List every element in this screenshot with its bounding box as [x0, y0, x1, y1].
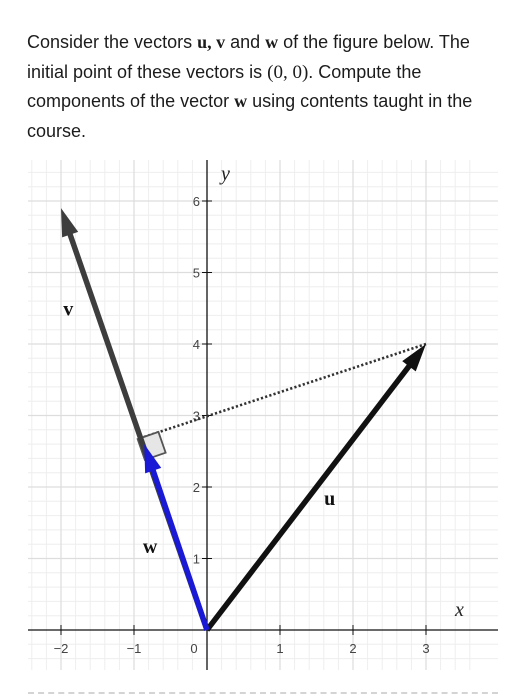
section-divider [28, 692, 498, 694]
x-tick-label: 1 [276, 641, 284, 656]
question-part-3: . Compute the components of the vector [27, 61, 422, 111]
vector-figure [0, 150, 532, 690]
vector-v-symbol: v [216, 32, 226, 52]
vector-u-shaft [207, 365, 410, 630]
vector-u-label: u [324, 487, 336, 510]
y-tick-label: 2 [192, 480, 200, 495]
x-tick-label: −2 [53, 641, 69, 656]
x-axis-label: x [455, 599, 464, 621]
y-tick-label: 3 [192, 408, 200, 424]
x-tick-label: 0 [190, 641, 198, 656]
and-text: and [225, 32, 266, 52]
x-tick-label: −1 [126, 641, 142, 656]
vector-w-symbol-2: w [234, 91, 248, 111]
y-tick-label: 5 [192, 265, 200, 281]
question-part-4: using contents taught in the course. [27, 91, 473, 141]
vector-w-symbol: w [265, 32, 279, 52]
y-tick-label: 1 [192, 551, 200, 567]
question-text [27, 28, 497, 146]
x-tick-label: 2 [349, 641, 357, 656]
vector-u-symbol: u [197, 32, 208, 52]
origin-point: (0, 0) [267, 61, 309, 83]
y-tick-label: 6 [192, 194, 200, 209]
question-part-2: of the figure below. The initial point of these vectors is [27, 32, 470, 82]
question-part-1: Consider the vectors [27, 32, 198, 52]
vector-v-label: v [63, 298, 74, 321]
x-tick-label: 3 [422, 641, 430, 656]
y-tick-label: 4 [192, 337, 200, 352]
major-grid [28, 160, 498, 670]
comma-symbol: , [207, 32, 217, 52]
vectors [61, 208, 426, 630]
vector-w-label: w [142, 535, 158, 558]
y-axis-label: y [221, 163, 230, 185]
